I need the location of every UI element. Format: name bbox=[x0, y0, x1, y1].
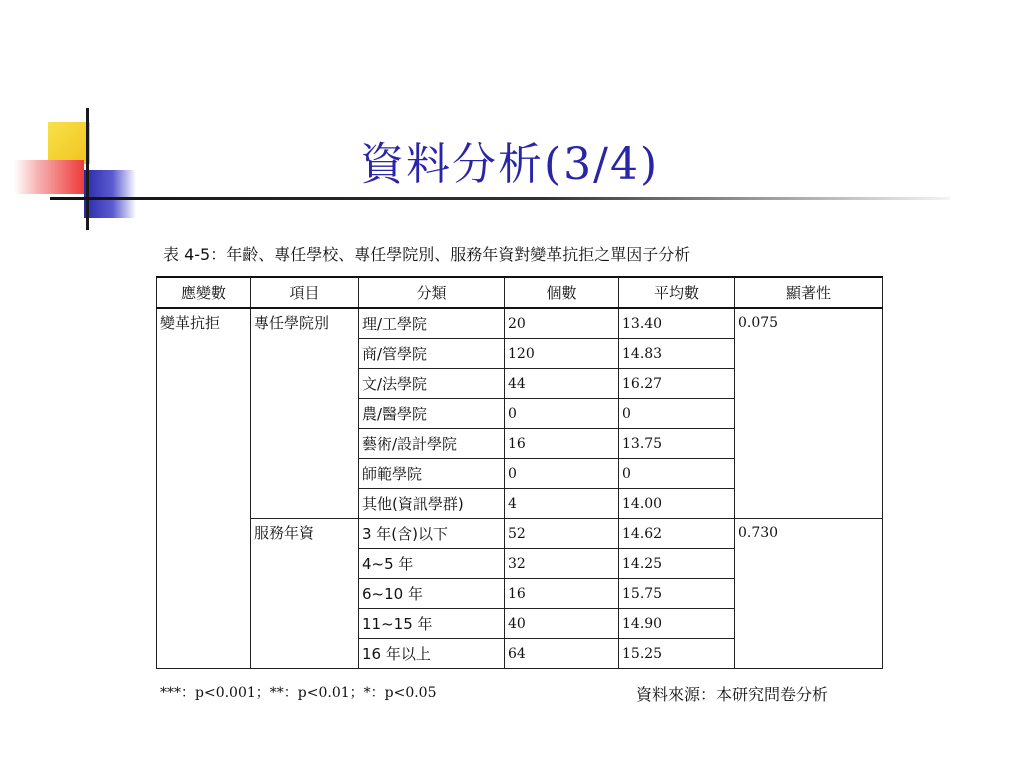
count-cell: 16 bbox=[505, 579, 619, 609]
table-caption: 表 4-5：年齡、專任學校、專任學院別、服務年資對變革抗拒之單因子分析 bbox=[163, 245, 691, 264]
category-cell: 3 年(含)以下 bbox=[359, 519, 505, 549]
header-significance: 顯著性 bbox=[735, 277, 883, 308]
anova-table bbox=[156, 276, 883, 669]
significance-cell: 0.730 bbox=[735, 519, 883, 669]
category-cell: 文/法學院 bbox=[359, 369, 505, 399]
count-cell: 0 bbox=[505, 399, 619, 429]
count-cell: 44 bbox=[505, 369, 619, 399]
table-row bbox=[157, 519, 883, 549]
category-cell: 4~5 年 bbox=[359, 549, 505, 579]
item-cell: 專任學院別 bbox=[251, 308, 359, 519]
slide-title: 資料分析(3/4) bbox=[360, 139, 660, 190]
mean-cell: 16.27 bbox=[619, 369, 735, 399]
header-count: 個數 bbox=[505, 277, 619, 308]
header-category: 分類 bbox=[359, 277, 505, 308]
mean-cell: 13.40 bbox=[619, 308, 735, 339]
header-dependent-variable: 應變數 bbox=[157, 277, 251, 308]
mean-cell: 15.25 bbox=[619, 639, 735, 669]
header-mean: 平均數 bbox=[619, 277, 735, 308]
count-cell: 0 bbox=[505, 459, 619, 489]
mean-cell: 14.90 bbox=[619, 609, 735, 639]
mean-cell: 14.25 bbox=[619, 549, 735, 579]
count-cell: 40 bbox=[505, 609, 619, 639]
table-row bbox=[157, 308, 883, 339]
decor-blue-square bbox=[84, 170, 136, 218]
count-cell: 32 bbox=[505, 549, 619, 579]
mean-cell: 0 bbox=[619, 399, 735, 429]
count-cell: 120 bbox=[505, 339, 619, 369]
category-cell: 其他(資訊學群) bbox=[359, 489, 505, 519]
category-cell: 農/醫學院 bbox=[359, 399, 505, 429]
category-cell: 6~10 年 bbox=[359, 579, 505, 609]
category-cell: 11~15 年 bbox=[359, 609, 505, 639]
significance-cell: 0.075 bbox=[735, 308, 883, 519]
count-cell: 52 bbox=[505, 519, 619, 549]
mean-cell: 14.00 bbox=[619, 489, 735, 519]
mean-cell: 15.75 bbox=[619, 579, 735, 609]
table-header-row bbox=[157, 277, 883, 308]
category-cell: 16 年以上 bbox=[359, 639, 505, 669]
mean-cell: 14.83 bbox=[619, 339, 735, 369]
significance-footnote: ***：p<0.001；**：p<0.01；*：p<0.05 bbox=[160, 685, 437, 701]
category-cell: 理/工學院 bbox=[359, 308, 505, 339]
dependent-variable-cell: 變革抗拒 bbox=[157, 308, 251, 669]
decor-red-bar bbox=[14, 160, 84, 194]
count-cell: 64 bbox=[505, 639, 619, 669]
count-cell: 4 bbox=[505, 489, 619, 519]
title-underline bbox=[50, 197, 950, 200]
item-cell: 服務年資 bbox=[251, 519, 359, 669]
data-source: 資料來源：本研究問卷分析 bbox=[636, 685, 829, 704]
mean-cell: 14.62 bbox=[619, 519, 735, 549]
category-cell: 藝術/設計學院 bbox=[359, 429, 505, 459]
decor-yellow-square bbox=[48, 122, 90, 164]
decor-vertical-line bbox=[86, 108, 89, 230]
count-cell: 20 bbox=[505, 308, 619, 339]
category-cell: 師範學院 bbox=[359, 459, 505, 489]
header-item: 項目 bbox=[251, 277, 359, 308]
mean-cell: 0 bbox=[619, 459, 735, 489]
category-cell: 商/管學院 bbox=[359, 339, 505, 369]
mean-cell: 13.75 bbox=[619, 429, 735, 459]
count-cell: 16 bbox=[505, 429, 619, 459]
